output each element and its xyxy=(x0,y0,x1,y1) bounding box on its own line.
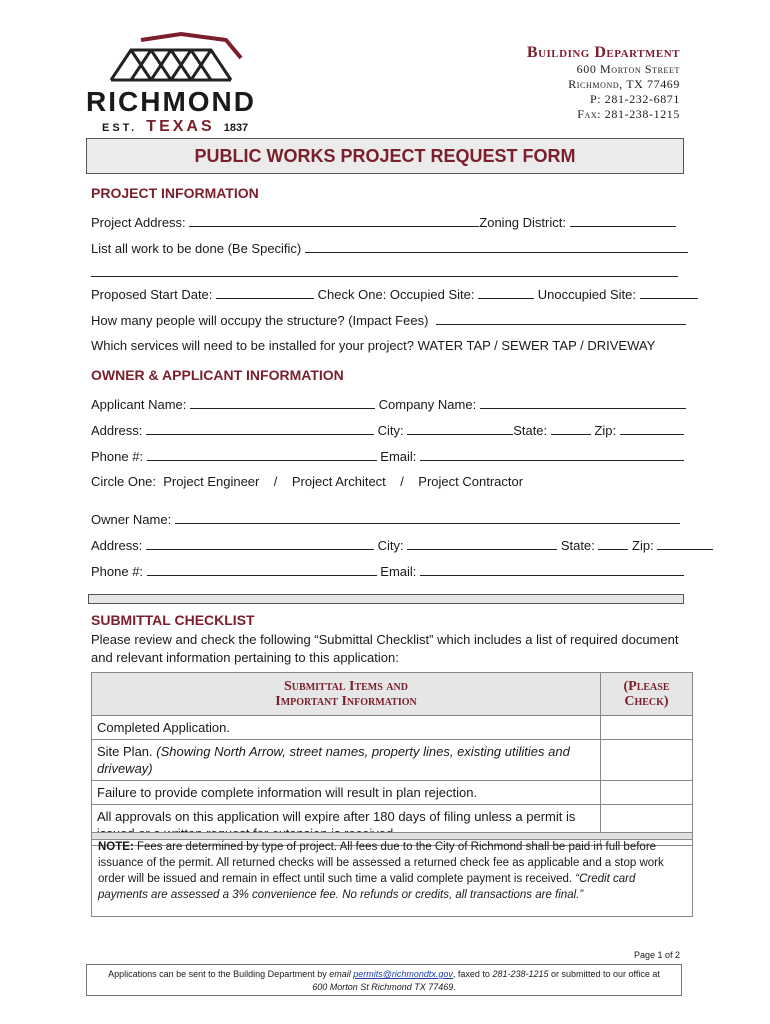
checklist-table xyxy=(91,672,693,846)
project-address-label: Project Address: xyxy=(91,215,186,230)
applicant-phone-row xyxy=(91,448,684,464)
logo-name: RICHMOND xyxy=(86,86,256,117)
logo-year: 1837 xyxy=(223,122,249,134)
footer-address: 600 Morton St Richmond TX 77469 xyxy=(312,982,454,992)
applicant-email-field[interactable] xyxy=(420,448,684,461)
owner-state-field[interactable] xyxy=(598,537,628,550)
applicant-address-label: Address: xyxy=(91,423,143,438)
items-header-line-2: Important Information xyxy=(275,694,417,709)
work-field[interactable] xyxy=(305,240,688,253)
services-label: Which services will need to be installed for your project? WATER TAP / SEWER TAP / DRIVEWAY xyxy=(91,338,656,353)
zoning-label: Zoning District: xyxy=(479,215,566,230)
footer-end: . xyxy=(453,982,456,992)
applicant-address-field[interactable] xyxy=(146,422,374,435)
note-text: Fees are determined by type of project. All fees due to the City of Richmond shall be paid in full before issuance of the permit. All returned checks will be assessed a returned check fee as applicable and a stop work order will be issued and remain in effect until such time a valid complete payment is received. xyxy=(98,841,664,885)
fee-note xyxy=(91,835,693,917)
people-field[interactable] xyxy=(436,312,686,325)
items-column-header xyxy=(92,673,601,716)
work-label: List all work to be done (Be Specific) xyxy=(91,241,302,256)
applicant-zip-label: Zip: xyxy=(594,423,617,438)
owner-address-label: Address: xyxy=(91,538,143,553)
check-header-line-1: (Please xyxy=(623,679,670,694)
owner-city-label: City: xyxy=(377,538,404,553)
logo-est: EST. xyxy=(102,122,138,134)
checklist-intro-2: and relevant information pertaining to this application: xyxy=(91,650,399,665)
checklist-item-3: All approvals on this application will expire after 180 days of filing unless a permit is xyxy=(92,805,601,846)
checklist-item-1-italic: (Showing North Arrow, street names, property lines, existing utilities and driveway) xyxy=(97,744,570,776)
project-address-row xyxy=(91,214,676,230)
checklist-intro-1: Please review and check the following “Submittal Checklist” which includes a list of required document xyxy=(91,632,679,647)
people-label: How many people will occupy the structure? (Impact Fees) xyxy=(91,313,429,328)
owner-address-row xyxy=(91,537,713,553)
check-header-line-2: Check) xyxy=(624,694,669,709)
check-column-header xyxy=(601,673,693,716)
circle-one-row: Circle One: Project Engineer / Project Architect / Project Contractor xyxy=(91,474,524,489)
company-field[interactable] xyxy=(480,396,686,409)
applicant-row xyxy=(91,396,686,412)
table-row xyxy=(92,781,693,805)
items-header-line-1: Submittal Items and xyxy=(284,679,408,694)
page-number: Page 1 of 2 xyxy=(633,950,680,960)
owner-city-field[interactable] xyxy=(407,537,557,550)
logo-est-line xyxy=(102,118,248,136)
footer-email-prefix: email xyxy=(329,969,354,979)
owner-state-label: State: xyxy=(560,538,595,553)
form-title: PUBLIC WORKS PROJECT REQUEST FORM xyxy=(194,146,576,166)
form-title-box xyxy=(86,138,684,174)
owner-name-field[interactable] xyxy=(175,511,680,524)
richmond-logo xyxy=(86,28,261,133)
owner-info-heading: OWNER & APPLICANT INFORMATION xyxy=(91,367,344,383)
applicant-phone-field[interactable] xyxy=(147,448,377,461)
applicant-address-row xyxy=(91,422,684,438)
checklist-checkbox-0[interactable] xyxy=(601,716,693,740)
checklist-header-row xyxy=(92,673,693,716)
owner-name-label: Owner Name: xyxy=(91,512,172,527)
people-row xyxy=(91,312,686,328)
applicant-email-label: Email: xyxy=(380,449,417,464)
applicant-phone-label: Phone #: xyxy=(91,449,144,464)
owner-email-label: Email: xyxy=(380,564,417,579)
applicant-state-field[interactable] xyxy=(551,422,591,435)
unoccupied-field[interactable] xyxy=(640,286,698,299)
checklist-item-2: Failure to provide complete information will result in plan rejection. xyxy=(92,781,601,805)
table-row xyxy=(92,740,693,781)
occupied-field[interactable] xyxy=(478,286,534,299)
department-fax: Fax: 281-238-1215 xyxy=(577,107,680,121)
applicant-label: Applicant Name: xyxy=(91,397,187,412)
checklist-heading: SUBMITTAL CHECKLIST xyxy=(91,612,255,628)
company-label: Company Name: xyxy=(378,397,477,412)
applicant-city-field[interactable] xyxy=(407,422,513,435)
checklist-item-0: Completed Application. xyxy=(92,716,601,740)
footer-text-c: or submitted to our office at xyxy=(548,969,660,979)
checklist-item-1 xyxy=(92,740,601,781)
department-title: Building Department xyxy=(526,44,680,61)
project-info-heading: PROJECT INFORMATION xyxy=(91,185,259,201)
footer-email-link[interactable]: permits@richmondtx.gov xyxy=(353,969,453,979)
department-city: Richmond, TX 77469 xyxy=(568,77,680,91)
applicant-city-label: City: xyxy=(377,423,404,438)
unoccupied-label: Unoccupied Site: xyxy=(537,287,636,302)
footer-text-b: , faxed to xyxy=(452,969,493,979)
checklist-checkbox-2[interactable] xyxy=(601,781,693,805)
owner-address-field[interactable] xyxy=(146,537,374,550)
department-street: 600 Morton Street xyxy=(576,62,680,76)
start-date-field[interactable] xyxy=(216,286,314,299)
applicant-field[interactable] xyxy=(190,396,375,409)
section-divider xyxy=(88,594,684,604)
owner-phone-row xyxy=(91,563,684,579)
owner-phone-field[interactable] xyxy=(147,563,377,576)
owner-name-row xyxy=(91,511,680,527)
department-block xyxy=(527,44,680,122)
applicant-zip-field[interactable] xyxy=(620,422,684,435)
start-date-label: Proposed Start Date: xyxy=(91,287,213,302)
owner-phone-label: Phone #: xyxy=(91,564,144,579)
checklist-item-1-text: Site Plan. xyxy=(97,744,157,759)
footer-text-a: Applications can be sent to the Building Department by xyxy=(108,969,330,979)
checklist-checkbox-1[interactable] xyxy=(601,740,693,781)
footer-box xyxy=(86,964,682,996)
work-row xyxy=(91,240,688,256)
applicant-state-label: State: xyxy=(513,423,548,438)
table-row xyxy=(92,716,693,740)
project-address-field[interactable] xyxy=(189,214,479,227)
owner-zip-field[interactable] xyxy=(657,537,713,550)
logo-state: TEXAS xyxy=(146,118,215,135)
start-date-row xyxy=(91,286,698,302)
note-label: NOTE: xyxy=(98,841,134,853)
bridge-icon xyxy=(101,28,276,88)
occupied-label: Check One: Occupied Site: xyxy=(317,287,475,302)
owner-email-field[interactable] xyxy=(420,563,684,576)
note-italic: “Credit card payments are assessed a 3% convenience fee. No refunds or credits, all transactions are final.” xyxy=(98,873,636,901)
footer-fax: 281-238-1215 xyxy=(492,969,549,979)
owner-zip-label: Zip: xyxy=(632,538,654,553)
work-field-line-2[interactable] xyxy=(91,264,678,277)
zoning-field[interactable] xyxy=(570,214,676,227)
department-phone: P: 281-232-6871 xyxy=(590,92,680,106)
